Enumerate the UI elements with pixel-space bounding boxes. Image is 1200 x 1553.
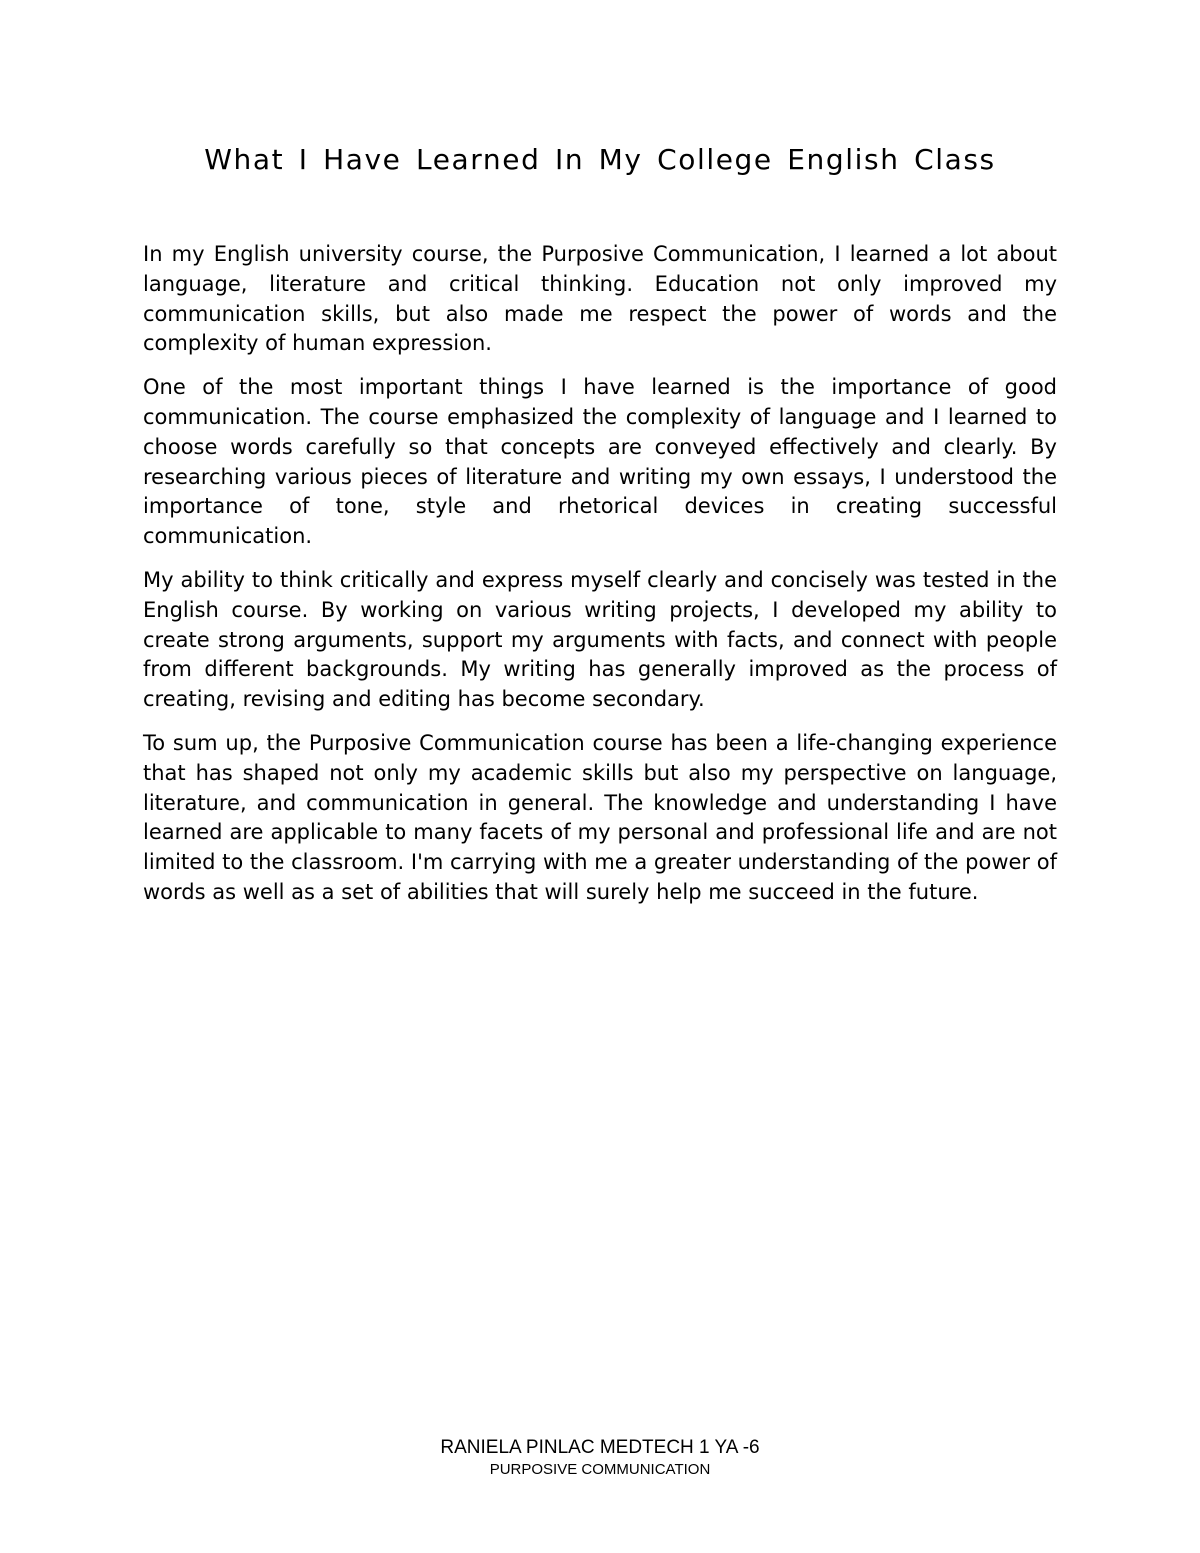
paragraph-4: To sum up, the Purposive Communication course has been a life-changing experience that has shaped not only my academic skills but also my perspective on language, literature, and communication in general. The knowledge and understanding I have learned are applicable to many facets of my personal and professional life and are not limited to the classroom. I'm carrying with me a greater understanding of the power of words as well as a set of abilities that will surely help me succeed in the future.: [143, 730, 1057, 904]
document-title: What I Have Learned In My College English Class: [204, 143, 996, 176]
paragraph-3: My ability to think critically and express myself clearly and concisely was tested in the English course. By working on various writing projects, I developed my ability to create strong arguments, support my arguments with facts, and connect with people from different backgrounds. My writing has generally improved as the process of creating, revising and editing has become secondary.: [143, 567, 1057, 712]
paragraph-2: One of the most important things I have learned is the importance of good communication. The course emphasized the complexity of language and I learned to choose words carefully so that concepts are conveyed effectively and clearly. By researching various pieces of literature and writing my own essays, I understood the importance of tone, style and rhetorical devices in creating successful communication.: [143, 375, 1057, 549]
page-footer: [0, 1436, 1200, 1480]
footer-course-line: PURPOSIVE COMMUNICATION: [489, 1461, 711, 1478]
document-body: [143, 240, 1057, 922]
paragraph-1: In my English university course, the Purposive Communication, I learned a lot about language, literature and critical thinking. Education not only improved my communication skills, but also made me respect the power of words and the complexity of human expression.: [143, 242, 1057, 356]
footer-author-line: RANIELA PINLAC MEDTECH 1 YA -6: [440, 1437, 760, 1458]
